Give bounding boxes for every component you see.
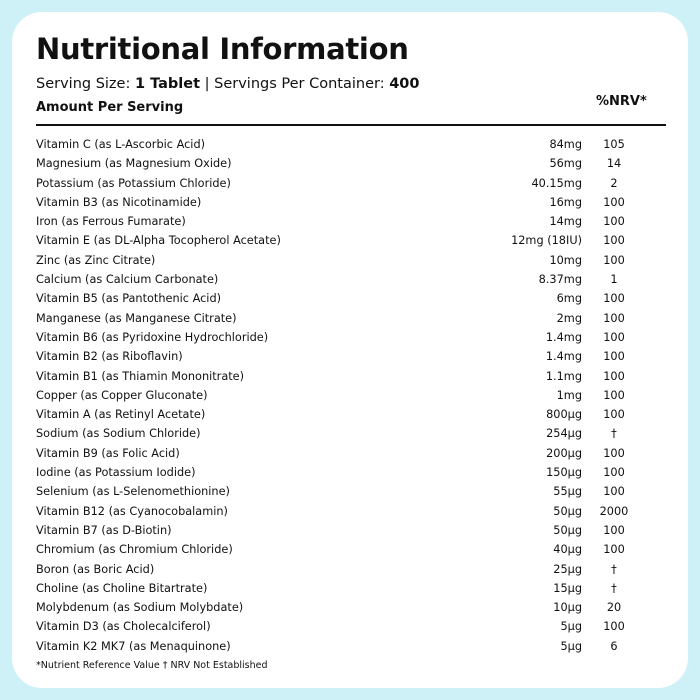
- nutrient-name: Vitamin B6 (as Pyridoxine Hydrochloride): [36, 330, 269, 344]
- nutrient-amount: 1.1mg: [545, 369, 582, 383]
- nrv-column-header: %NRV*: [596, 94, 647, 109]
- nutrient-name: Choline (as Choline Bitartrate): [36, 581, 208, 595]
- table-row: [36, 637, 666, 656]
- table-row: [36, 463, 666, 482]
- nutrient-nrv: 1: [610, 273, 618, 287]
- nutrient-name: Iodine (as Potassium Iodide): [36, 466, 196, 480]
- nutrient-nrv: 100: [603, 466, 625, 480]
- nutrient-nrv: 2000: [599, 504, 629, 518]
- table-row: [36, 289, 666, 308]
- nutrient-nrv: 20: [606, 601, 622, 615]
- nutrient-amount: 14mg: [549, 215, 582, 229]
- nutrient-nrv: 100: [603, 195, 625, 209]
- nutrient-name: Vitamin B1 (as Thiamin Mononitrate): [36, 369, 245, 383]
- nutrient-amount: 5µg: [560, 620, 582, 634]
- nutrient-name: Vitamin B12 (as Cyanocobalamin): [36, 504, 228, 518]
- table-row: [36, 347, 666, 366]
- nutrient-amount: 56mg: [549, 157, 582, 171]
- nutrient-name: Vitamin B2 (as Riboflavin): [36, 350, 183, 364]
- nutrient-name: Vitamin D3 (as Cholecalciferol): [36, 620, 211, 634]
- serving-size-value: 1 Tablet: [134, 76, 201, 92]
- nutrient-nrv: 100: [603, 234, 625, 248]
- nutrient-name: Vitamin E (as DL-Alpha Tocopherol Acetate): [36, 234, 281, 248]
- nutrient-nrv: 100: [603, 215, 625, 229]
- nutrient-name: Magnesium (as Magnesium Oxide): [36, 157, 232, 171]
- table-row: [36, 482, 666, 501]
- table-row: [36, 502, 666, 521]
- table-row: [36, 617, 666, 636]
- nutrient-nrv: †: [611, 427, 617, 441]
- nutrient-nrv: 100: [603, 446, 625, 460]
- nutrient-nrv: †: [611, 581, 617, 595]
- nutrient-nrv: 14: [606, 157, 622, 171]
- footnote: *Nutrient Reference Value † NRV Not Established: [36, 660, 268, 671]
- nutrient-nrv: 100: [603, 253, 625, 267]
- serving-info: [36, 76, 420, 92]
- nutrient-nrv: 100: [603, 523, 625, 537]
- nutrient-nrv: 2: [610, 176, 618, 190]
- table-row: [36, 367, 666, 386]
- table-row: [36, 444, 666, 463]
- nutrition-panel: [12, 12, 688, 688]
- nutrient-amount: 1.4mg: [545, 330, 582, 344]
- nutrient-amount: 50µg: [553, 504, 582, 518]
- nutrient-name: Vitamin B7 (as D-Biotin): [36, 523, 172, 537]
- table-row: [36, 386, 666, 405]
- nutrient-name: Vitamin B3 (as Nicotinamide): [36, 195, 202, 209]
- nutrient-amount: 16mg: [549, 195, 582, 209]
- table-row: [36, 424, 666, 443]
- nutrient-name: Potassium (as Potassium Chloride): [36, 176, 231, 190]
- table-row: [36, 174, 666, 193]
- nutrient-nrv: 100: [603, 485, 625, 499]
- nutrient-amount: 50µg: [553, 523, 582, 537]
- nutrient-table: [36, 135, 666, 656]
- nutrient-nrv: 105: [603, 138, 625, 151]
- nutrient-nrv: †: [611, 562, 617, 576]
- nutrient-name: Selenium (as L-Selenomethionine): [36, 485, 230, 499]
- page-title: Nutritional Information: [36, 32, 409, 66]
- nutrient-nrv: 100: [603, 369, 625, 383]
- table-row: [36, 135, 666, 154]
- nutrient-amount: 84mg: [549, 138, 582, 151]
- table-row: [36, 540, 666, 559]
- nutrient-name: Boron (as Boric Acid): [36, 562, 155, 576]
- nutrient-name: Copper (as Copper Gluconate): [36, 388, 208, 402]
- nutrient-amount: 2mg: [556, 311, 582, 325]
- nutrient-nrv: 100: [603, 543, 625, 557]
- nutrient-name: Manganese (as Manganese Citrate): [36, 311, 237, 325]
- nutrient-amount: 6mg: [556, 292, 582, 306]
- nutrient-name: Chromium (as Chromium Chloride): [36, 543, 233, 557]
- nutrient-name: Iron (as Ferrous Fumarate): [36, 215, 186, 229]
- nutrient-name: Vitamin K2 MK7 (as Menaquinone): [36, 639, 231, 653]
- nutrient-nrv: 100: [603, 311, 625, 325]
- nutrient-nrv: 100: [603, 388, 625, 402]
- header-divider: [36, 124, 666, 126]
- table-row: [36, 193, 666, 212]
- table-row: [36, 405, 666, 424]
- serving-separator: |: [200, 76, 215, 92]
- nutrient-nrv: 100: [603, 330, 625, 344]
- table-row: [36, 598, 666, 617]
- nutrient-nrv: 6: [610, 639, 618, 653]
- nutrient-amount: 5µg: [560, 639, 582, 653]
- nutrient-name: Zinc (as Zinc Citrate): [36, 253, 156, 267]
- nutrient-amount: 10µg: [553, 601, 582, 615]
- table-row: [36, 231, 666, 250]
- nutrient-name: Calcium (as Calcium Carbonate): [36, 273, 219, 287]
- nutrient-amount: 150µg: [546, 466, 582, 480]
- nutrient-amount: 15µg: [553, 581, 582, 595]
- table-row: [36, 521, 666, 540]
- table-row: [36, 154, 666, 173]
- nutrient-amount: 25µg: [553, 562, 582, 576]
- servings-per-container-label: Servings Per Container:: [214, 76, 390, 92]
- table-row: [36, 328, 666, 347]
- amount-per-serving-header: Amount Per Serving: [36, 100, 184, 115]
- nutrient-amount: 800µg: [546, 408, 582, 422]
- nutrient-amount: 40µg: [553, 543, 582, 557]
- nutrient-amount: 40.15mg: [531, 176, 582, 190]
- table-row: [36, 251, 666, 270]
- nutrient-nrv: 100: [603, 292, 625, 306]
- nutrient-amount: 200µg: [546, 446, 582, 460]
- nutrient-amount: 8.37mg: [538, 273, 582, 287]
- nutrient-name: Vitamin C (as L-Ascorbic Acid): [36, 138, 206, 151]
- nutrient-name: Sodium (as Sodium Chloride): [36, 427, 201, 441]
- serving-size-label: Serving Size:: [36, 76, 135, 92]
- table-row: [36, 309, 666, 328]
- nutrient-amount: 1.4mg: [545, 350, 582, 364]
- nutrient-amount: 12mg (18IU): [511, 234, 582, 248]
- table-row: [36, 212, 666, 231]
- table-row: [36, 560, 666, 579]
- nutrient-amount: 10mg: [549, 253, 582, 267]
- nutrient-amount: 254µg: [546, 427, 582, 441]
- nutrient-name: Vitamin A (as Retinyl Acetate): [36, 408, 206, 422]
- nutrient-name: Vitamin B9 (as Folic Acid): [36, 446, 180, 460]
- nutrient-nrv: 100: [603, 408, 625, 422]
- nutrient-amount: 1mg: [556, 388, 582, 402]
- servings-per-container-value: 400: [389, 76, 420, 92]
- table-row: [36, 270, 666, 289]
- nutrient-name: Vitamin B5 (as Pantothenic Acid): [36, 292, 222, 306]
- table-row: [36, 579, 666, 598]
- nutrient-nrv: 100: [603, 620, 625, 634]
- nutrient-name: Molybdenum (as Sodium Molybdate): [36, 601, 244, 615]
- nutrient-nrv: 100: [603, 350, 625, 364]
- nutrient-amount: 55µg: [553, 485, 582, 499]
